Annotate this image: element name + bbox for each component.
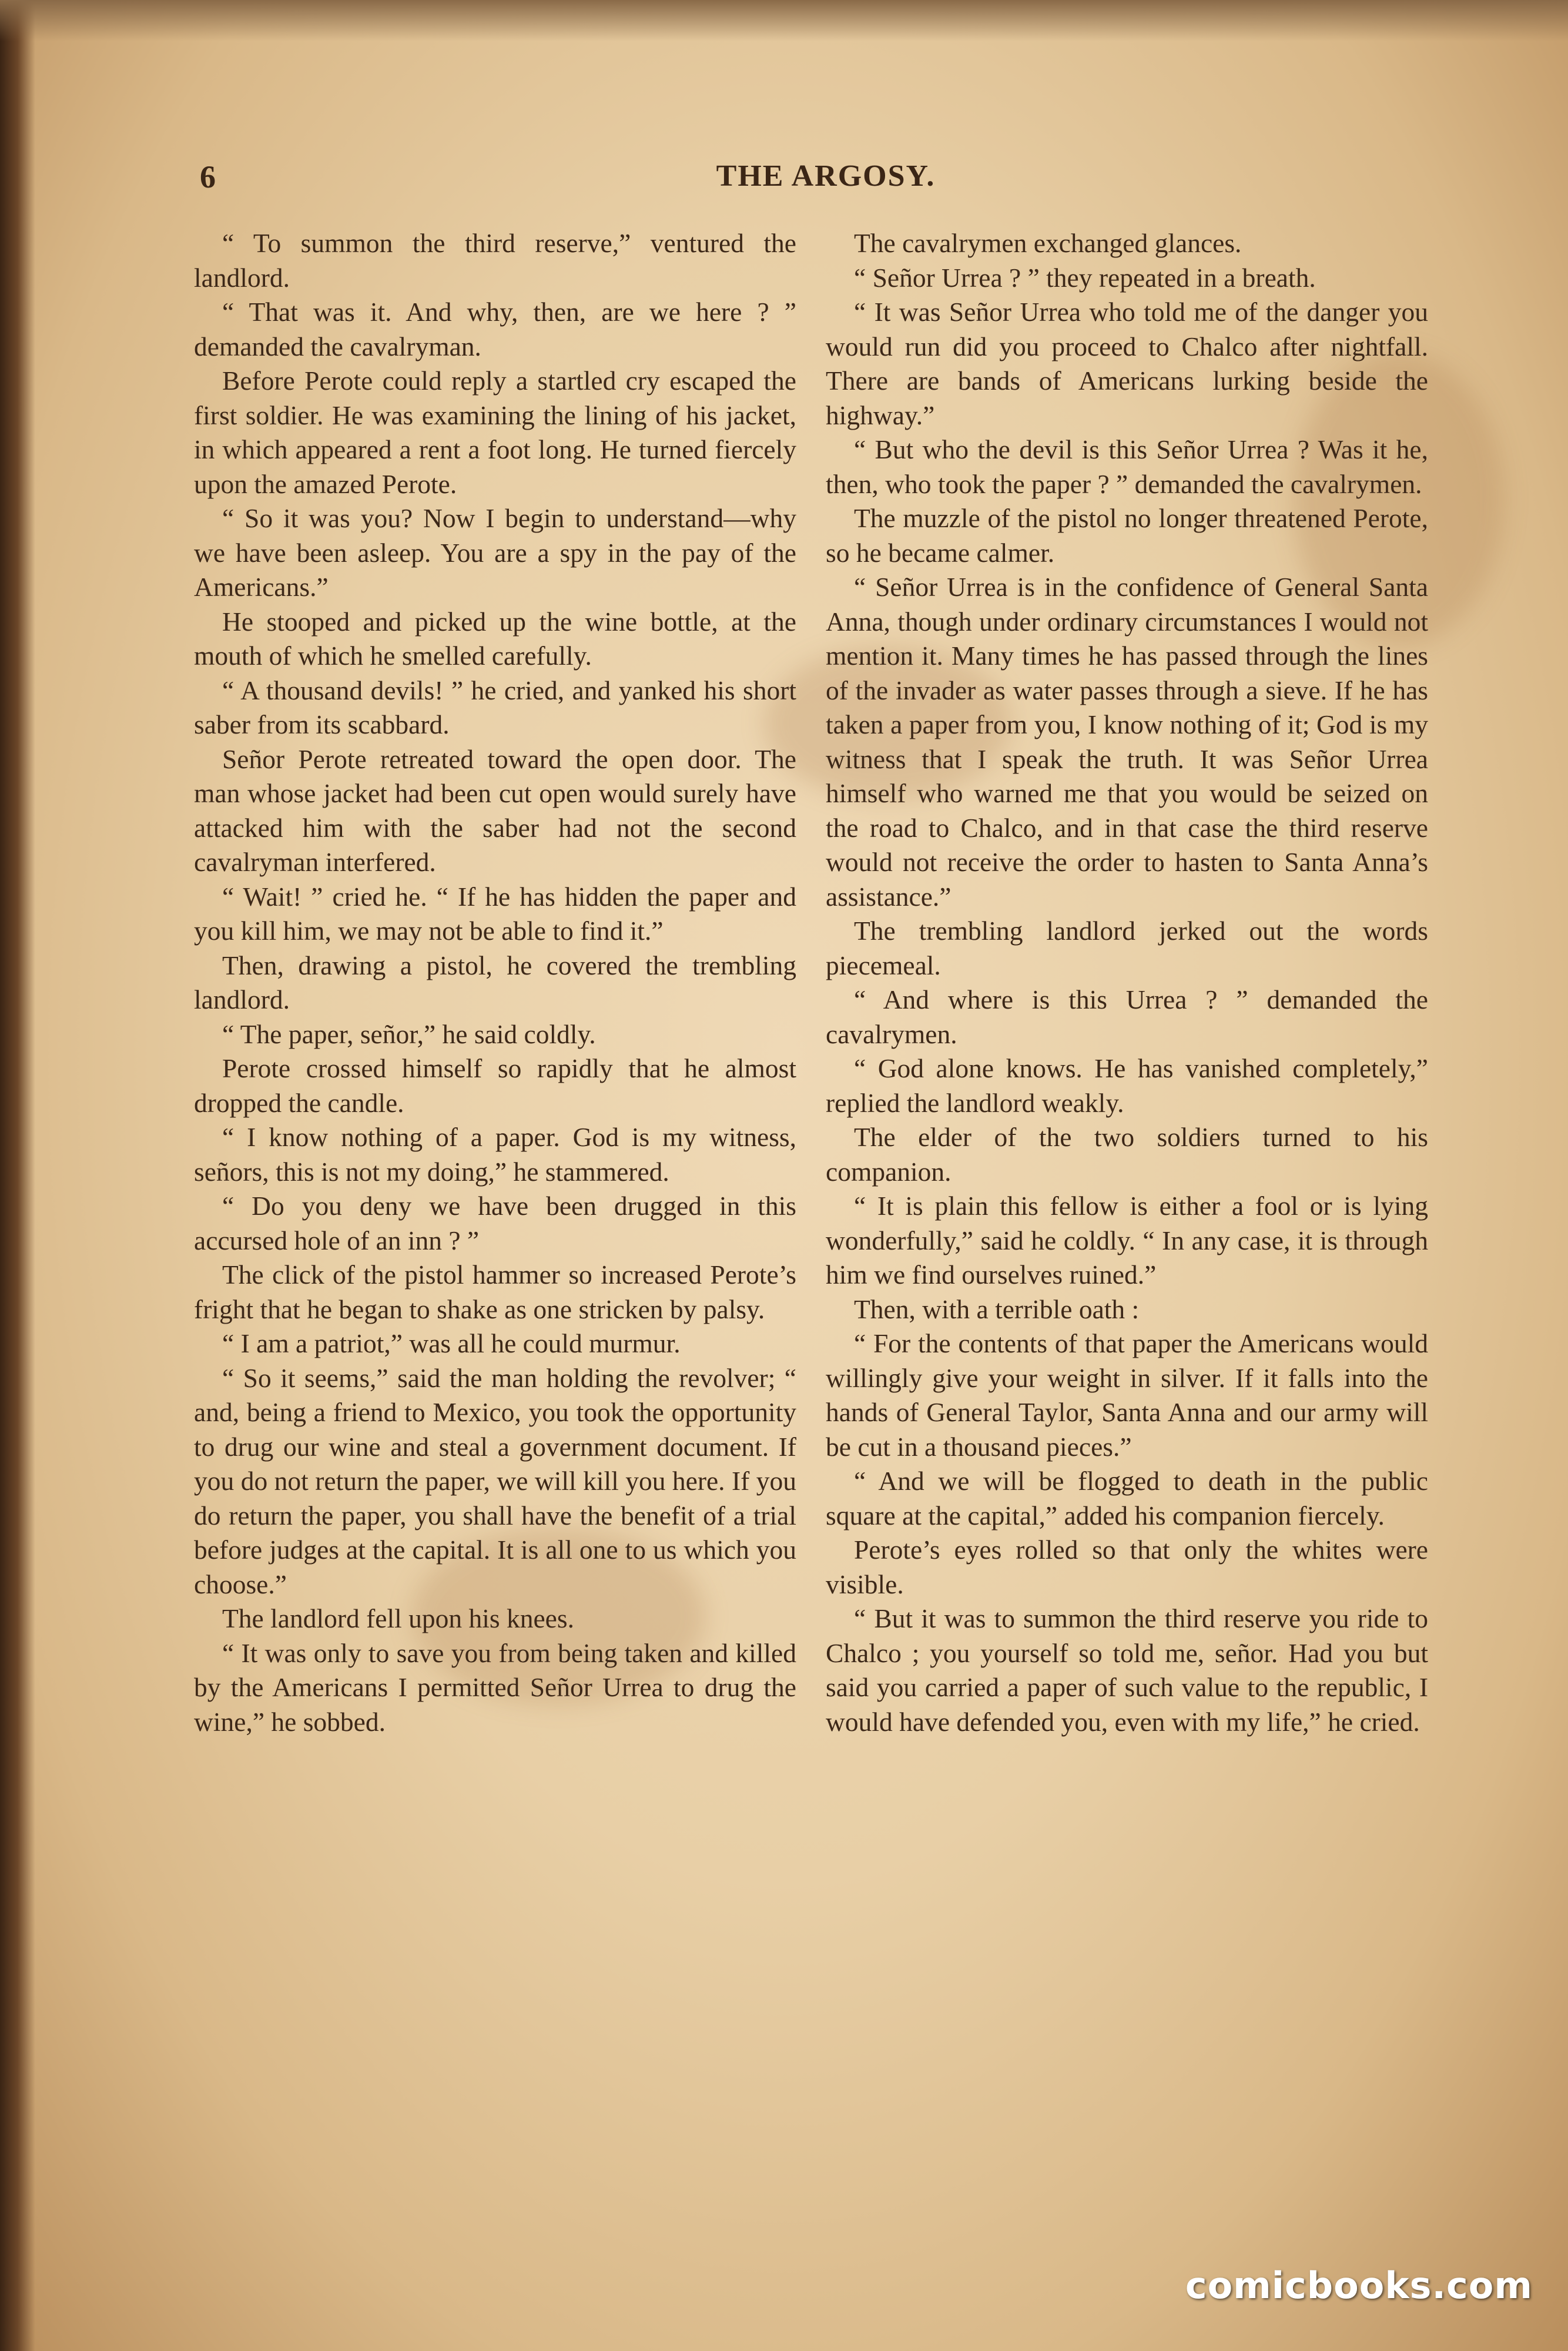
- paragraph: “ God alone knows. He has vanished completely,” replied the landlord weakly.: [826, 1053, 1428, 1118]
- right-column: [826, 226, 1428, 1739]
- paragraph: Perote’s eyes rolled so that only the whites were visible.: [826, 1535, 1428, 1599]
- paragraph: “ It was Señor Urrea who told me of the danger you would run did you proceed to Chalco after nightfall. There are bands of Americans lurking beside the highway.”: [826, 297, 1428, 430]
- paragraph: The cavalrymen exchanged glances.: [854, 228, 1242, 258]
- paragraph: “ Do you deny we have been drugged in this accursed hole of an inn ? ”: [194, 1191, 796, 1255]
- paragraph: “ To summon the third reserve,” ventured the landlord.: [194, 228, 796, 293]
- paragraph: The elder of the two soldiers turned to his companion.: [826, 1122, 1428, 1187]
- running-head: THE ARGOSY.: [716, 159, 936, 193]
- paragraph: “ Wait! ” cried he. “ If he has hidden the paper and you kill him, we may not be able to find it.”: [194, 881, 796, 946]
- paragraph: Perote crossed himself so rapidly that he almost dropped the candle.: [194, 1053, 796, 1118]
- paragraph: Señor Perote retreated toward the open door. The man whose jacket had been cut open would surely have attacked him with the saber had not the second cavalryman interfered.: [194, 744, 796, 877]
- paragraph: The trembling landlord jerked out the words piecemeal.: [826, 916, 1428, 980]
- paragraph: Then, drawing a pistol, he covered the trembling landlord.: [194, 950, 796, 1014]
- page-number: 6: [200, 159, 216, 195]
- left-column: [194, 226, 796, 1739]
- paragraph: The landlord fell upon his knees.: [222, 1603, 574, 1633]
- paragraph: “ Señor Urrea is in the confidence of General Santa Anna, though under ordinary circumstances I would not mention it. Many times he has passed through the lines of the invader as water passes through a sieve. If he has taken a paper from you, I know nothing of it; God is my witness that I speak the truth. It was Señor Urrea himself who warned me that you would be seized on the road to Chalco, and in that case the third reserve would not receive the order to hasten to Santa Anna’s assistance.”: [826, 572, 1428, 912]
- paragraph: “ I know nothing of a paper. God is my witness, señors, this is not my doing,” he stammered.: [194, 1122, 796, 1187]
- page-header: [194, 159, 1458, 206]
- paragraph: “ That was it. And why, then, are we here ? ” demanded the cavalryman.: [194, 297, 796, 361]
- paragraph: The muzzle of the pistol no longer threatened Perote, so he became calmer.: [826, 503, 1428, 568]
- paragraph: Before Perote could reply a startled cry escaped the first soldier. He was examining the lining of his jacket, in which appeared a rent a foot long. He turned fiercely upon the amazed Perote.: [194, 366, 796, 499]
- paragraph: “ For the contents of that paper the Americans would willingly give your weight in silver. If it falls into the hands of General Taylor, Santa Anna and our army will be cut in a thousand pieces.”: [826, 1328, 1428, 1462]
- paragraph: “ It is plain this fellow is either a fool or is lying wonderfully,” said he coldly. “ In any case, it is through him we find ourselves ruined.”: [826, 1191, 1428, 1290]
- paragraph: “ The paper, señor,” he said coldly.: [222, 1019, 596, 1049]
- paragraph: “ And where is this Urrea ? ” demanded the cavalrymen.: [826, 984, 1428, 1049]
- paragraph: “ Señor Urrea ? ” they repeated in a breath.: [854, 262, 1316, 293]
- paragraph: “ And we will be flogged to death in the public square at the capital,” added his companion fiercely.: [826, 1466, 1428, 1531]
- paragraph: “ So it seems,” said the man holding the revolver; “ and, being a friend to Mexico, you took the opportunity to drug our wine and steal a government document. If you do not return the paper, we will kill you here. If you do return the paper, you shall have the benefit of a trial before judges at the capital. It is all one to us which you choose.”: [194, 1362, 796, 1599]
- paragraph: Then, with a terrible oath :: [854, 1294, 1140, 1324]
- paragraph: “ So it was you? Now I begin to understand—why we have been asleep. You are a spy in the pay of the Americans.”: [194, 503, 796, 602]
- paragraph: The click of the pistol hammer so increased Perote’s fright that he began to shake as one stricken by palsy.: [194, 1260, 796, 1324]
- paragraph: “ But who the devil is this Señor Urrea ? Was it he, then, who took the paper ? ” demanded the cavalrymen.: [826, 434, 1428, 499]
- paragraph: He stooped and picked up the wine bottle, at the mouth of which he smelled carefully.: [194, 606, 796, 671]
- site-watermark: comicbooks.com: [1185, 2264, 1533, 2307]
- paragraph: “ I am a patriot,” was all he could murmur.: [222, 1328, 681, 1358]
- paragraph: “ A thousand devils! ” he cried, and yanked his short saber from its scabbard.: [194, 675, 796, 739]
- paragraph: “ It was only to save you from being taken and killed by the Americans I permitted Señor Urrea to drug the wine,” he sobbed.: [194, 1637, 796, 1737]
- paragraph: “ But it was to summon the third reserve you ride to Chalco ; you yourself so told me, señor. Had you but said you carried a paper of such value to the republic, I would have defended you, even with my life,” he cried.: [826, 1603, 1428, 1737]
